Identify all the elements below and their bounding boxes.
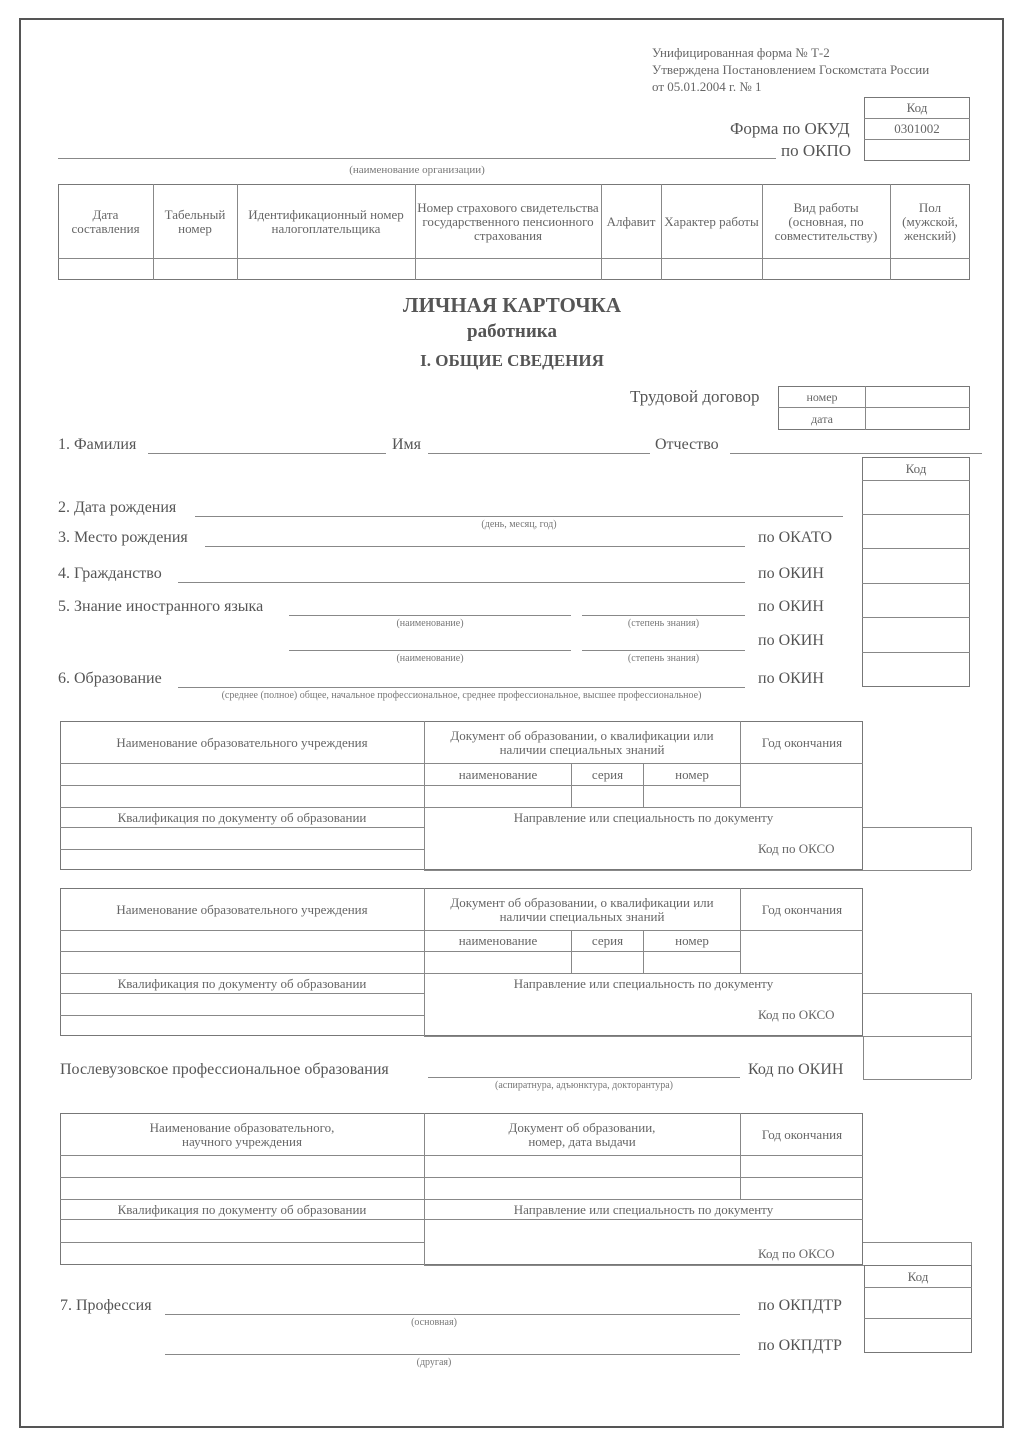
profession-main-field[interactable]: [165, 1314, 740, 1315]
birth-date-field[interactable]: [195, 516, 843, 517]
edu1-institution-header: Наименование образовательного учреждения: [116, 734, 368, 750]
language-degree-caption: (степень знания): [627, 618, 700, 629]
profession-other-field[interactable]: [165, 1354, 740, 1355]
col-snils: Номер страхового свидетельства государственного пенсионного страхования: [417, 200, 599, 243]
okpdtr-label-1: по ОКПДТР: [758, 1297, 842, 1314]
org-caption: (наименование организации): [349, 164, 485, 176]
language-name-caption: (наименование): [396, 618, 464, 629]
postgrad-label: Послевузовское профессиональное образования: [60, 1061, 389, 1078]
profession-main-caption: (основная): [411, 1317, 457, 1328]
citizenship-label: 4. Гражданство: [58, 565, 162, 582]
surname-label: 1. Фамилия: [58, 436, 137, 453]
section-title: I. ОБЩИЕ СВЕДЕНИЯ: [420, 351, 604, 370]
edu1-doc-name-header: наименование: [458, 766, 538, 782]
postgrad-okso-label: Код по ОКСО: [758, 1246, 835, 1261]
edu1-qualification-header: Квалификация по документу об образовании: [117, 809, 367, 825]
postgrad-caption: (аспиратнура, адъюнктура, докторантура): [494, 1080, 674, 1091]
education-caption: (среднее (полное) общее, начальное профессиональное, среднее профессиональное, высшее профессиональное): [221, 690, 702, 701]
edu2-doc-series-header: серия: [591, 933, 624, 948]
name-label: Имя: [392, 436, 422, 453]
language-degree-caption-2: (степень знания): [627, 653, 700, 664]
language-degree-field-2[interactable]: [582, 650, 745, 651]
postgrad-document-header: Документ об образовании, номер, дата выдачи: [508, 1119, 656, 1149]
profession-other-caption: (другая): [416, 1357, 452, 1368]
postgrad-institution-header: Наименование образовательного, научного учреждения: [149, 1119, 335, 1149]
language-name-field[interactable]: [289, 615, 571, 616]
col-gender: Пол (мужской, женский): [902, 200, 958, 243]
okpdtr-label-2: по ОКПДТР: [758, 1337, 842, 1354]
okpo-label: по ОКПО: [781, 141, 852, 160]
kod-header-2: Код: [905, 461, 927, 476]
okin-label-2: по ОКИН: [758, 598, 824, 615]
birth-date-label: 2. Дата рождения: [58, 499, 177, 516]
edu2-direction-header: Направление или специальность по документу: [513, 975, 774, 991]
col-date: Дата составления: [71, 207, 140, 236]
language-degree-field[interactable]: [582, 615, 745, 616]
contract-label: Трудовой договор: [630, 387, 760, 406]
education-field[interactable]: [178, 687, 745, 688]
birth-place-label: 3. Место рождения: [58, 529, 188, 546]
edu1-doc-number-header: номер: [675, 766, 709, 782]
form-number: Унифицированная форма № Т-2: [652, 45, 830, 60]
name-field[interactable]: [428, 453, 650, 454]
form-approval: Утверждена Постановлением Госкомстата России: [652, 62, 930, 77]
surname-field[interactable]: [148, 453, 386, 454]
org-name-field[interactable]: [58, 158, 776, 159]
okud-label: Форма по ОКУД: [730, 119, 850, 138]
birth-date-caption: (день, месяц, год): [481, 519, 557, 530]
kod-header: Код: [906, 100, 928, 115]
edu2-doc-number-header: номер: [675, 933, 709, 948]
language-name-field-2[interactable]: [289, 650, 571, 651]
edu1-doc-series-header: серия: [591, 766, 624, 782]
education-label: 6. Образование: [58, 670, 162, 687]
patronymic-label: Отчество: [655, 436, 719, 453]
form-date: от 05.01.2004 г. № 1: [652, 79, 762, 94]
contract-date-label: дата: [811, 411, 833, 426]
okato-label: по ОКАТО: [758, 529, 833, 546]
edu2-qualification-header: Квалификация по документу об образовании: [117, 975, 367, 991]
okin-label-4: по ОКИН: [758, 670, 824, 687]
page-title: ЛИЧНАЯ КАРТОЧКА: [402, 293, 622, 317]
edu2-institution-header: Наименование образовательного учреждения: [116, 901, 368, 917]
edu2-document-header: Документ об образовании, о квалификации или наличии специальных знаний: [450, 894, 714, 924]
profession-kod-header: Код: [907, 1268, 929, 1284]
profession-label: 7. Профессия: [60, 1297, 152, 1314]
edu1-okso-label: Код по ОКСО: [758, 841, 835, 856]
postgrad-field[interactable]: [428, 1077, 740, 1078]
postgrad-year-header: Год окончания: [761, 1126, 843, 1142]
edu1-direction-header: Направление или специальность по документу: [513, 809, 774, 825]
postgrad-qualification-header: Квалификация по документу об образовании: [117, 1201, 367, 1217]
birth-place-field[interactable]: [205, 546, 745, 547]
language-label: 5. Знание иностранного языка: [58, 598, 264, 615]
okin-label-3: по ОКИН: [758, 632, 824, 649]
edu2-okso-label: Код по ОКСО: [758, 1007, 835, 1022]
col-alphabet: Алфавит: [606, 214, 656, 229]
contract-number-label: номер: [806, 390, 838, 404]
postgrad-direction-header: Направление или специальность по документу: [513, 1201, 774, 1217]
language-name-caption-2: (наименование): [396, 653, 464, 664]
edu1-document-header: Документ об образовании, о квалификации или наличии специальных знаний: [450, 727, 714, 757]
col-work-character: Характер работы: [664, 214, 759, 229]
edu2-doc-name-header: наименование: [458, 933, 538, 948]
patronymic-field[interactable]: [730, 453, 982, 454]
col-tab-number: Табельный номер: [164, 207, 226, 236]
okin-label-1: по ОКИН: [758, 565, 824, 582]
okud-value[interactable]: 0301002: [894, 121, 940, 136]
col-inn: Идентификационный номер налогоплательщика: [248, 207, 404, 236]
page-subtitle: работника: [467, 321, 557, 342]
form-header: [652, 44, 929, 95]
postgrad-okin-label: Код по ОКИН: [748, 1061, 844, 1078]
col-work-type: Вид работы (основная, по совместительству): [774, 200, 878, 243]
edu1-year-header: Год окончания: [761, 734, 843, 750]
citizenship-field[interactable]: [178, 582, 745, 583]
edu2-year-header: Год окончания: [761, 901, 843, 917]
